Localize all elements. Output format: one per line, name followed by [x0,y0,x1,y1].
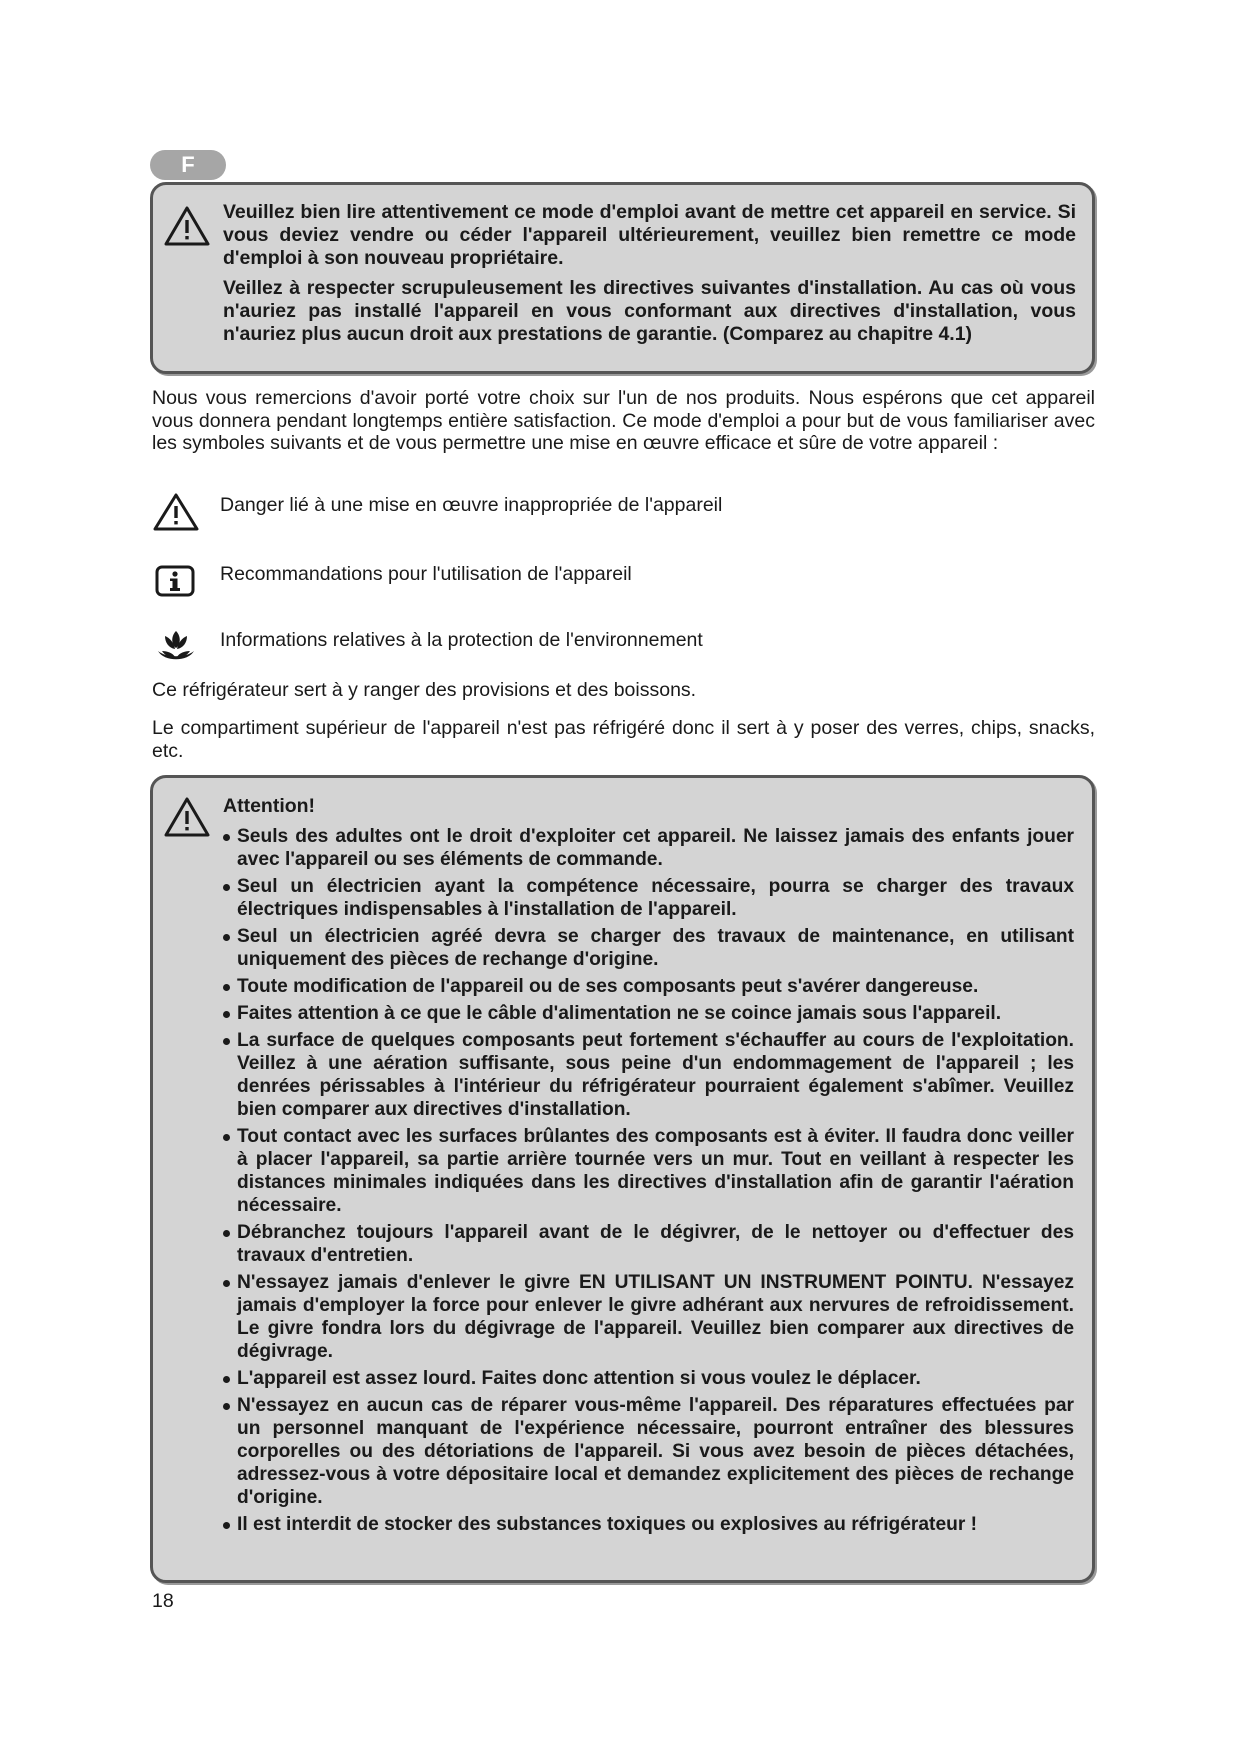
attention-warning-box [150,775,1095,1583]
symbol-label: Recommandations pour l'utilisation de l'appareil [220,563,632,585]
warning-item-text: N'essayez en aucun cas de réparer vous-même l'appareil. Des réparatures effectuées par un personnel manquant de l'expérience nécessaire, pourront entraîner des blessures corporelles ou des détoriations de l'appareil. Si vous avez besoin de pièces détachées, adressez-vous à votre dépositaire local et demandez explicitement des pièces de rechange d'origine. [237,1395,1074,1508]
warning-item-text: Toute modification de l'appareil ou de ses composants peut s'avérer dangereuse. [237,976,979,997]
bullet-icon [223,1011,230,1018]
intro-paragraph: Veuillez bien lire attentivement ce mode d'emploi avant de mettre cet appareil en service. Si vous deviez vendre ou céder l'appareil ultérieurement, veuillez bien remettre ce mode d'emploi à son nouveau propriétaire. [223,201,1076,269]
warning-item [223,1367,1074,1390]
warning-item [223,1029,1074,1121]
bullet-icon [223,1230,230,1237]
warning-item [223,1271,1074,1363]
warning-item-text: Seuls des adultes ont le droit d'exploiter cet appareil. Ne laissez jamais des enfants jouer avec l'appareil ou ses éléments de commande. [237,826,1074,870]
warning-item [223,1221,1074,1267]
warning-item [223,825,1074,871]
warning-item [223,1513,1074,1536]
bullet-icon [223,884,230,891]
warning-item-text: L'appareil est assez lourd. Faites donc attention si vous voulez le déplacer. [237,1368,921,1389]
warning-item [223,1002,1074,1025]
bullet-icon [223,834,230,841]
warning-item-text: Débranchez toujours l'appareil avant de le dégivrer, de le nettoyer ou d'effectuer des travaux d'entretien. [237,1222,1074,1266]
symbol-label: Informations relatives à la protection de l'environnement [220,629,703,651]
warning-triangle-icon [163,205,211,247]
bullet-icon [223,1403,230,1410]
compartment-text: Le compartiment supérieur de l'appareil n'est pas réfrigéré donc il sert à y poser des verres, chips, snacks, etc. [152,717,1095,762]
bullet-icon [223,1280,230,1287]
warning-item-text: N'essayez jamais d'enlever le givre EN UTILISANT UN INSTRUMENT POINTU. N'essayez jamais d'employer la force pour enlever le givre adhérant aux nervures de refroidissement. Le givre fondra lors du dégivrage de l'appareil. Veuillez bien comparer aux directives de dégivrage. [237,1272,1074,1362]
bullet-icon [223,1134,230,1141]
warning-item-text: La surface de quelques composants peut fortement s'échauffer au cours de l'exploitation. Veillez à une aération suffisante, sous peine d'un endommagement de l'appareil ; les denrées périssables à l'intérieur du réfrigérateur pourraient également s'abîmer. Veuillez bien comparer aux directives d'installation. [237,1030,1074,1120]
bullet-icon [223,1376,230,1383]
warning-triangle-icon [163,796,211,838]
intro-text: Nous vous remercions d'avoir porté votre choix sur l'un de nos produits. Nous espérons que cet appareil vous donnera pendant longtemps entière satisfaction. Ce mode d'emploi a pour but de vous familiariser avec les symboles suivants et de vous permettre une mise en œuvre efficace et sûre de votre appareil : [152,387,1095,454]
warning-item [223,1125,1074,1217]
bullet-icon [223,1038,230,1045]
warning-item-text: Seul un électricien ayant la compétence nécessaire, pourra se charger des travaux électriques indispensables à l'installation de l'appareil. [237,876,1074,920]
warning-item [223,975,1074,998]
warning-list [223,825,1074,1536]
warning-item [223,925,1074,971]
page-number: 18 [152,1590,174,1612]
symbol-row-environment [152,627,952,667]
bullet-icon [223,1522,230,1529]
warning-triangle-icon [152,492,200,532]
environment-flower-icon [152,627,200,667]
language-tab: F [150,150,226,180]
warning-title: Attention! [223,795,316,817]
usage-text: Ce réfrigérateur sert à y ranger des provisions et des boissons. [152,679,697,701]
warning-item-text: Seul un électricien agréé devra se charger des travaux de maintenance, en utilisant uniquement des pièces de rechange d'origine. [237,926,1074,970]
warning-item-text: Il est interdit de stocker des substances toxiques ou explosives au réfrigérateur ! [237,1514,978,1535]
bullet-icon [223,934,230,941]
warning-item [223,875,1074,921]
symbol-row-danger [152,492,952,532]
warning-item-text: Tout contact avec les surfaces brûlantes des composants est à éviter. Il faudra donc veiller à placer l'appareil, sa partie arrière tournée vers un mur. Tout en veillant à respecter les distances minimales indiquées dans les directives d'installation afin de garantir l'aération nécessaire. [237,1126,1074,1216]
bullet-icon [223,984,230,991]
warning-item [223,1394,1074,1509]
symbol-row-info [152,561,952,601]
warning-item-text: Faites attention à ce que le câble d'alimentation ne se coince jamais sous l'appareil. [237,1003,1002,1024]
intro-paragraph: Veillez à respecter scrupuleusement les directives suivantes d'installation. Au cas où vous n'auriez pas installé l'appareil en vous conformant aux directives d'installation, vous n'auriez plus aucun droit aux prestations de garantie. (Comparez au chapitre 4.1) [223,277,1076,345]
intro-warning-box [150,182,1095,374]
info-icon [152,561,200,601]
symbol-label: Danger lié à une mise en œuvre inappropriée de l'appareil [220,494,723,516]
